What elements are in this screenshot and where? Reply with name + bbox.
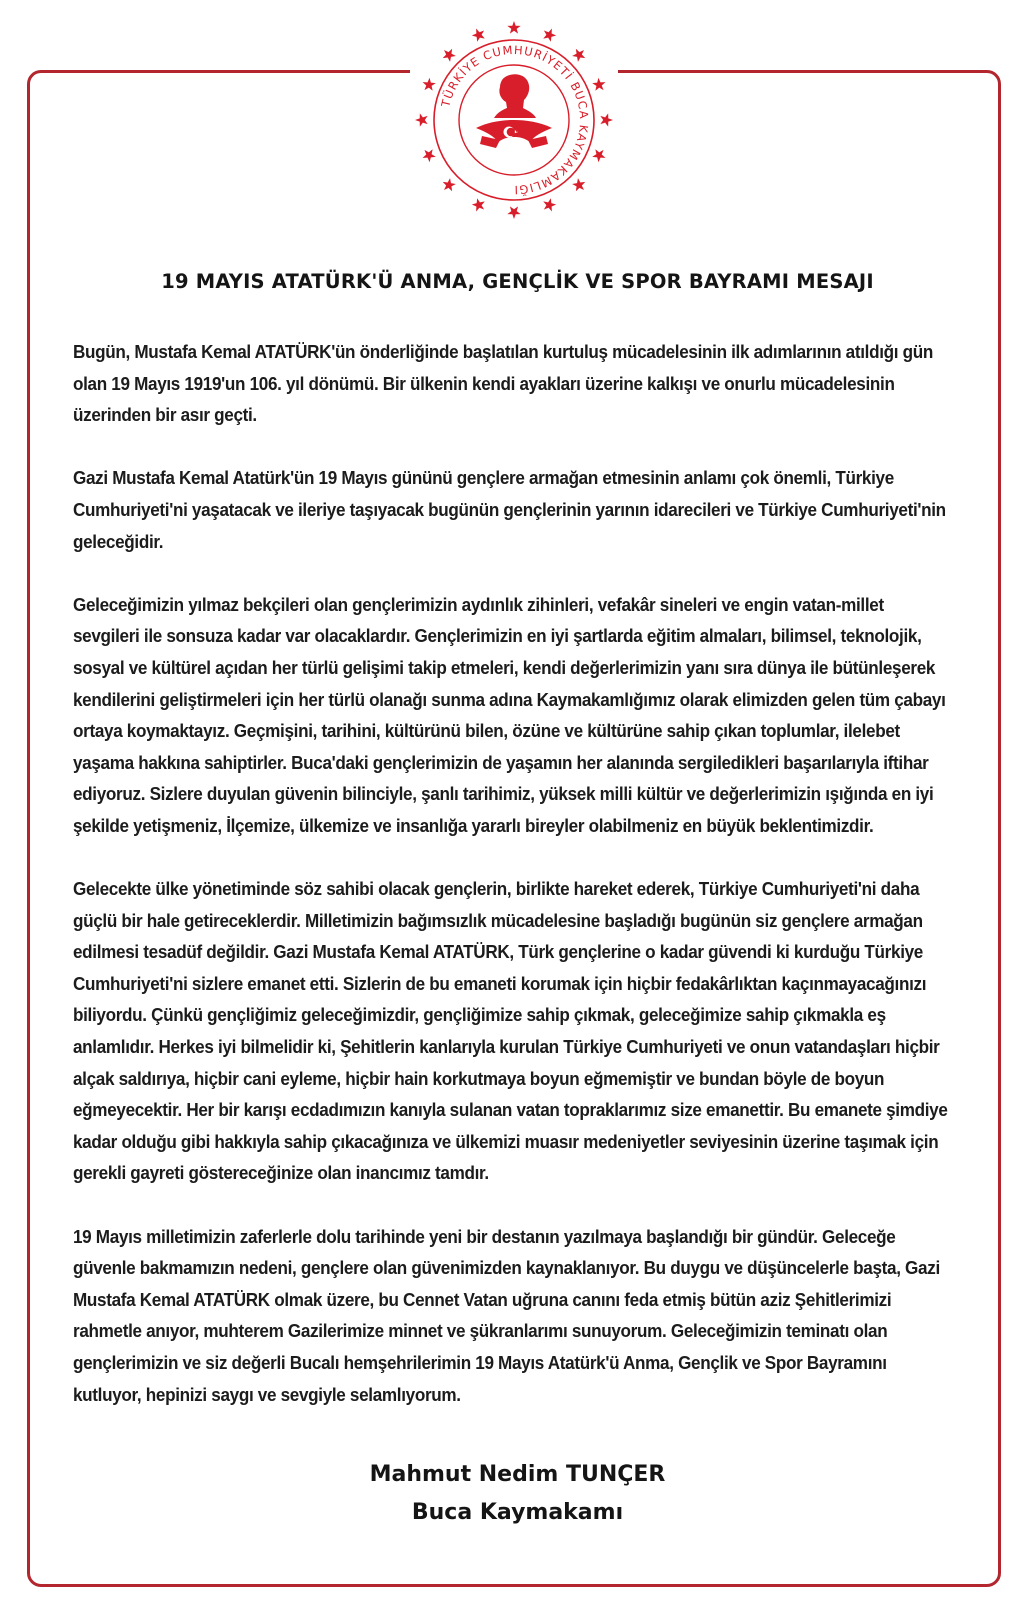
- seal-star-icon: [591, 147, 608, 164]
- seal-emblem-icon: [410, 16, 618, 224]
- seal-star-icon: [570, 176, 588, 194]
- seal-star-icon: [439, 45, 457, 63]
- seal-star-icon: [541, 197, 558, 214]
- seal-star-icon: [591, 76, 608, 93]
- seal-star-icon: [507, 206, 520, 219]
- signature-name: Mahmut Nedim TUNÇER: [369, 1462, 666, 1487]
- seal-star-icon: [415, 113, 428, 126]
- page-title: 19 MAYIS ATATÜRK'Ü ANMA, GENÇLİK VE SPOR BAYRAMI MESAJI: [161, 270, 874, 293]
- seal-star-icon: [420, 76, 437, 93]
- paragraph: Geleceğimizin yılmaz bekçileri olan gençlerimizin aydınlık zihinleri, vefakâr sineleri ve engin vatan-millet sevgileri ile sonsuza kadar var olacaklardır. Gençlerimizin en iyi şartlarda eğitim almaları, bilimsel, teknolojik, sosyal ve kültürel açıdan her türlü gelişimi takip etmeleri, kendi değerlerimizin yanı sıra dünya ile bütünleşerek kendilerini geliştirmeleri için her türlü olanağı sunma adına Kaymakamlığımız olarak elimizden gelen tüm çabayı ortaya koymaktayız. Geçmişini, tarihini, kültürünü bilen, özüne ve kültürüne sahip çıkan toplumlar, ilelebet yaşama hakkına sahiptirler. Buca'daki gençlerimizin de yaşamın her alanında sergiledikleri başarılarıyla iftihar ediyoruz. Sizlere duyulan güvenin bilinciyle, şanlı tarihimiz, yüksek milli kültür ve değerlerimizin ışığında en iyi şekilde yetişmeniz, İlçemize, ülkemize ve insanlığa yararlı bireyler olabilmeniz en büyük beklentimizdir.: [73, 593, 946, 836]
- seal-star-icon: [541, 26, 558, 43]
- paragraph: Bugün, Mustafa Kemal ATATÜRK'ün önderliğinde başlatılan kurtuluş mücadelesinin ilk adımlarının atıldığı gün olan 19 Mayıs 1919'un 106. yıl dönümü. Bir ülkenin kendi ayakları üzerine kalkışı ve onurlu mücadelesinin üzerinden bir asır geçti.: [73, 341, 933, 426]
- seal-star-icon: [470, 197, 487, 214]
- message-body: [73, 336, 955, 1442]
- kaymakamlik-seal: [410, 0, 618, 232]
- seal-star-icon: [507, 21, 520, 34]
- seal-star-icon: [570, 45, 588, 63]
- paragraph: 19 Mayıs milletimizin zaferlerle dolu tarihinde yeni bir destanın yazılmaya başlandığı bir gündür. Geleceğe güvenle bakmamızın nedeni, gençlere olan güvenimizden kaynaklanıyor. Bu duygu ve düşüncelerle başta, Gazi Mustafa Kemal ATATÜRK olmak üzere, bu Cennet Vatan uğruna canını feda etmiş bütün aziz Şehitlerimizi rahmetle anıyor, muhterem Gazilerimize minnet ve şükranlarımı sunuyorum. Geleceğimizin teminatı olan gençlerimizin ve siz değerli Bucalı hemşehrilerimin 19 Mayıs Atatürk'ü Anma, Gençlik ve Spor Bayramını kutluyor, hepinizi saygı ve sevgiyle selamlıyorum.: [73, 1225, 940, 1405]
- seal-star-icon: [420, 147, 437, 164]
- seal-star-icon: [600, 113, 613, 126]
- seal-star-icon: [439, 176, 457, 194]
- paragraph: Gelecekte ülke yönetiminde söz sahibi olacak gençlerin, birlikte hareket ederek, Türkiye Cumhuriyeti'ni daha güçlü bir hale getireceklerdir. Milletimizin bağımsızlık mücadelesine başladığı bugünün siz gençlere armağan edilmesi tesadüf değildir. Gazi Mustafa Kemal ATATÜRK, Türk gençlerine o kadar güvendi ki kurduğu Türkiye Cumhuriyeti'ni sizlere emanet etti. Sizlerin de bu emaneti korumak için hiçbir fedakârlıktan kaçınmayacağınızı biliyordu. Çünkü gençliğimiz geleceğimizdir, gençliğimize sahip çıkmak, geleceğimize sahip çıkmakla eş anlamlıdır. Herkes iyi bilmelidir ki, Şehitlerin kanlarıyla kurulan Türkiye Cumhuriyeti ve onun vatandaşları hiçbir alçak saldırıya, hiçbir cani eyleme, hiçbir hain korkutmaya boyun eğmemiştir ve bundan böyle de boyun eğmeyecektir. Her bir karışı ecdadımızın kanıyla sulanan vatan topraklarımız size emanettir. Bu emanete şimdiye kadar olduğu gibi hakkıyla sahip çıkacağınıza ve ülkemizi muasır medeniyetler seviyesinin üzerine taşımak için gerekli gayreti göstereceğinize olan inancımız tamdır.: [73, 878, 948, 1184]
- seal-star-icon: [470, 26, 487, 43]
- signature-role: Buca Kaymakamı: [411, 1500, 624, 1525]
- paragraph: Gazi Mustafa Kemal Atatürk'ün 19 Mayıs gününü gençlere armağan etmesinin anlamı çok önemli, Türkiye Cumhuriyeti'ni yaşatacak ve ileriye taşıyacak bugünün gençlerinin yarının idarecileri ve Türkiye Cumhuriyeti'nin geleceğidir.: [73, 467, 946, 552]
- seal-text: TÜRKİYE CUMHURİYETİ BUCA KAYMAKAMLIĞI: [438, 42, 592, 198]
